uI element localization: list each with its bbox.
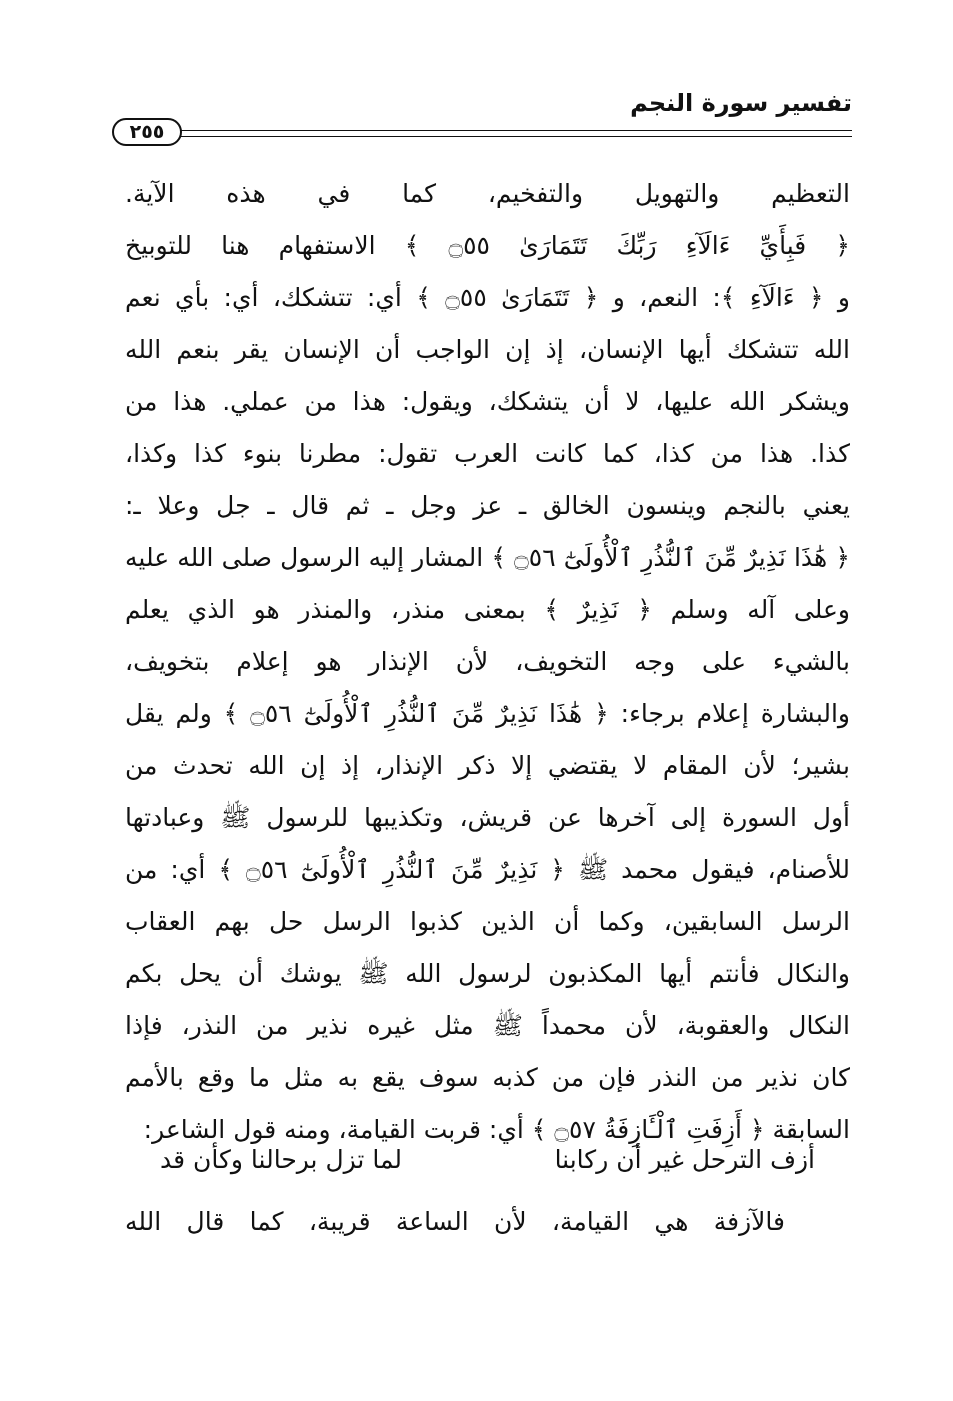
text-line: التعظيم والتهويل والتفخيم، كما في هذه الآية. [125,179,850,208]
text-line: الله تتشكك أيها الإنسان، إذ إن الواجب أن الإنسان يقر بنعم الله [125,335,850,364]
text-line: وعلى آله وسلم ﴿ نَذِيرٌ ﴾ بمعنى منذر، والمنذر هو الذي يعلم [125,595,850,624]
text-line: أول السورة إلى آخرها عن قريش، وتكذيبها للرسول ﷺ وعبادتها [125,803,850,832]
header-rule [178,130,852,131]
verse-first-hemistich: أزف الترحل غير أن ركابنا [554,1145,815,1174]
running-title: تفسير سورة النجم [630,89,852,117]
text-line: بالشيء على وجه التخويف، لأن الإنذار هو إعلام بتخويف، [125,647,850,676]
verse-second-hemistich: لما تزل برحالنا وكأن قد [160,1145,403,1174]
text-line: ﴿ هَٰذَا نَذِيرٌ مِّنَ ٱلنُّذُرِ ٱلْأُولَىٰٓ ۝٥٦ ﴾ المشار إليه الرسول صلى الله عليه [125,543,850,572]
poetry-verse [160,1134,815,1186]
text-line: ويشكر الله عليها، لا أن يتشكك، ويقول: هذا من عملي. هذا من [125,387,850,416]
text-line: للأصنام، فيقول محمد ﷺ ﴿ نَذِيرٌ مِّنَ ٱلنُّذُرِ ٱلْأُولَىٰٓ ۝٥٦ ﴾ أي: من [125,855,850,884]
text-line: يعني بالنجم وينسون الخالق ـ عز وجل ـ ثم قال ـ جل وعلا ـ: [125,491,850,520]
text-line: كذا. هذا من كذا، كما كانت العرب تقول: مطرنا بنوء كذا وكذا، [125,439,850,468]
page-header [100,88,852,148]
text-line: الرسل السابقين، وكما أن الذين كذبوا الرسل حل بهم العقاب [125,907,850,936]
header-rule-secondary [178,136,852,137]
text-line: بشير؛ لأن المقام لا يقتضي إلا ذكر الإنذار، إذ إن الله تحدث من [125,751,850,780]
text-line: فالآزفة هي القيامة، لأن الساعة قريبة، كما قال الله [125,1207,785,1236]
page-number: ٢٥٥ [112,118,182,146]
text-line: و ﴿ ءَالَآءِ ﴾: النعم، و ﴿ تَتَمَارَىٰ ۝٥٥ ﴾ أي: تتشكك، أي: بأي نعم [125,283,850,312]
text-line: السابقة ﴿ أَزِفَتِ ٱلْـَٔازِفَةُ ۝٥٧ ﴾ أي: قربت القيامة، ومنه قول الشاعر: [143,1115,850,1144]
text-line: والنكال فأنتم أيها المكذبون لرسول الله ﷺ يوشك أن يحل بكم [125,959,850,988]
text-line: ﴿ فَبِأَيِّ ءَالَآءِ رَبِّكَ تَتَمَارَىٰ ۝٥٥ ﴾ الاستفهام هنا للتوبيخ [125,231,850,260]
main-text [125,168,850,1156]
main-text-continued [125,1196,785,1248]
text-line: والبشارة إعلام برجاء: ﴿ هَٰذَا نَذِيرٌ مِّنَ ٱلنُّذُرِ ٱلْأُولَىٰٓ ۝٥٦ ﴾ ولم يقل [125,699,850,728]
text-line: كان نذير من النذر فإن من كذبه سوف يقع به مثل ما وقع بالأمم [125,1063,850,1092]
text-line: النكال والعقوبة، لأن محمداً ﷺ مثل غيره نذير من النذر، فإذا [125,1011,850,1040]
